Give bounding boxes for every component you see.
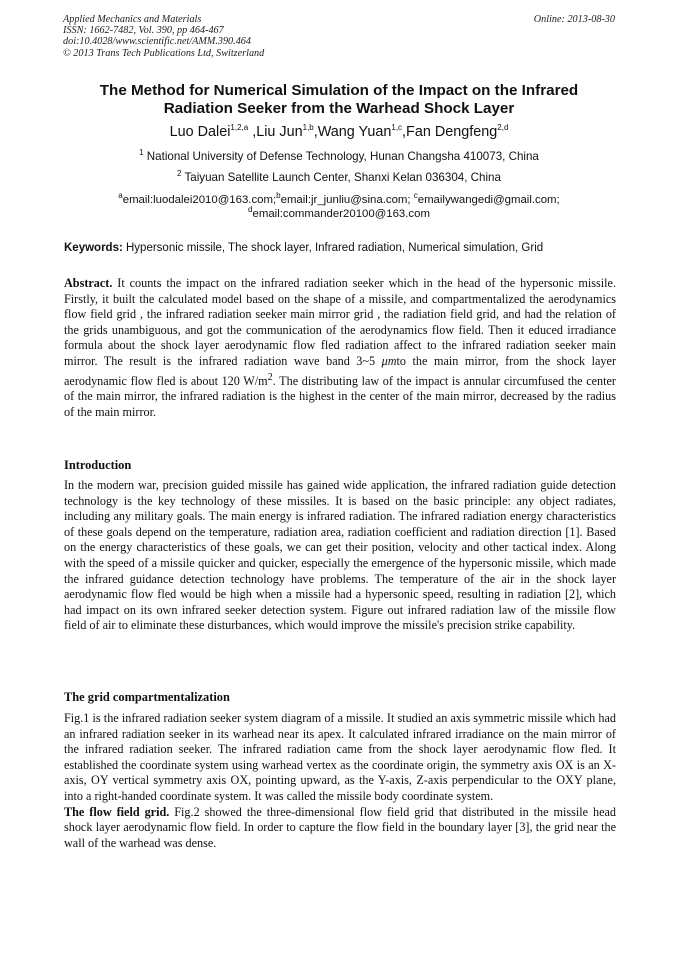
author-superscript: 1,b <box>302 123 314 133</box>
email-address: email:jr_junliu@sina.com; <box>280 194 411 206</box>
author-name: Luo Dalei <box>169 124 231 140</box>
journal-name: Applied Mechanics and Materials <box>63 14 202 25</box>
micrometer-unit: μm <box>381 353 397 368</box>
journal-issn: ISSN: 1662-7482, Vol. 390, pp 464-467 <box>63 25 224 37</box>
email-list <box>64 193 614 221</box>
keywords-text: Hypersonic missile, The shock layer, Infrared radiation, Numerical simulation, Grid <box>126 242 544 254</box>
affiliation <box>64 150 614 164</box>
exponent: 2 <box>267 371 273 383</box>
email-marker: b <box>276 191 281 201</box>
flow-field-paragraph <box>64 805 616 852</box>
journal-info <box>63 14 615 59</box>
author-name: Liu Jun <box>256 124 303 140</box>
email-marker: d <box>248 205 253 215</box>
abstract-label: Abstract. <box>64 276 113 290</box>
journal-copyright: © 2013 Trans Tech Publications Ltd, Switzerland <box>63 47 265 59</box>
author-superscript: 2,d <box>497 123 509 133</box>
keywords-label: Keywords: <box>64 242 123 254</box>
journal-header <box>63 14 615 59</box>
abstract-text: to the main mirror, from the shock layer aerodynamic flow fled is about 120 W/m <box>64 353 616 388</box>
abstract <box>64 276 616 420</box>
email-marker: a <box>118 191 123 201</box>
affiliation <box>64 171 614 185</box>
journal-doi: doi:10.4028/www.scientific.net/AMM.390.464 <box>63 36 251 48</box>
email-address: email:luodalei2010@163.com; <box>122 194 277 206</box>
author-superscript: 1,2,a <box>230 123 249 133</box>
author-superscript: 1,c <box>391 123 403 133</box>
email-marker: c <box>413 191 418 201</box>
paper-title: The Method for Numerical Simulation of the Impact on the Infrared Radiation Seeker from the Warhead Shock Layer <box>99 82 579 117</box>
author-name: Fan Dengfeng <box>406 124 498 140</box>
affiliation-marker: 1 <box>139 148 144 158</box>
author-list: Luo Dalei$^{1,2,a}$ ,Liu Jun$^{1,b}$,Wang Yuan$^{1,c}$,Fan Dengfeng$^{2,d}$ <box>169 123 509 140</box>
abstract-text: It counts the impact on the infrared radiation seeker which in the head of the hypersonic missile. Firstly, it built the calculated model based on the shape of a missile, and compartmentalized the aerodynamics flow field grid , the infrared radiation seeker main mirror grid , the radiation field grid, and had the relation of the grids unambiguous, and got the communication of the aerodynamics flow field. Then it educed irradiance formula about the shock layer aerodynamic flow fled radiation affect to the infrared radiation seeker main mirror. The result is the infrared radiation wave band 3~5 <box>64 276 617 368</box>
affiliation-text: Taiyuan Satellite Launch Center, Shanxi Kelan 036304, China <box>184 171 501 184</box>
introduction-paragraph: In the modern war, precision guided missile has gained wide application, the infrared radiation guide detection technology is the key technology of these missiles. It is based on the basic principle: any object radiates, including any military goals. The main energy is infrared radiation. The infrared radiation energy characteristics of these goals depend on the temperature, radiation area, radiation coefficient and radiation direction [1]. Based on the energy characteristics of these goals, we can get their position, velocity and other tactical index. Along with the speed of a missile quicker and quicker, especially the emergence of the hypersonic missile, which made the infrared guidance detection technology have problems. The temperature of the air in the shock layer aerodynamic flow fled would be high when a missile had a hypersonic speed, resulting in radiation [2], which had impact on its own infrared seeker detection system. Figure out infrared radiation law of the missile flow field of air to eliminate these disturbances, which would improve the missile's precision strike capability. <box>64 478 616 633</box>
section-heading-introduction: Introduction <box>64 458 132 472</box>
online-date: Online: 2013-08-30 <box>533 14 615 25</box>
section-heading-grid: The grid compartmentalization <box>64 690 230 704</box>
grid-section-body <box>64 711 616 851</box>
email-address: emailywangedi@gmail.com; <box>417 194 560 206</box>
affiliation-marker: 2 <box>177 169 182 179</box>
affiliation-text: National University of Defense Technology, Hunan Changsha 410073, China <box>146 150 539 163</box>
grid-paragraph: Fig.1 is the infrared radiation seeker system diagram of a missile. It studied an axis symmetric missile which had an infrared radiation seeker in its warhead near its apex. It calculated infrared irradiance on the main mirror of the infrared radiation seeker. The infrared radiation came from the shock layer aerodynamic flow fled. It established the coordinate system using warhead vertex as the coordinate origin, the symmetry axis OX is an X-axis, OY vertical symmetry axis OX, pointing upward, as the Y-axis, Z-axis perpendicular to the OXY plane, into a right-handed coordinate system. It was called the missile body coordinate system. <box>64 711 616 803</box>
abstract-text: . The distributing law of the impact is annular circumfused the center of the main mirror, the infrared radiation is the highest in the center of the main mirror, decreased by the radius of the main mirror. <box>64 373 616 419</box>
author-name: Wang Yuan <box>317 124 392 140</box>
keywords <box>64 241 616 255</box>
flow-field-text: Fig.2 showed the three-dimensional flow field grid that distributed in the missile head shock layer aerodynamic flow field. In order to capture the flow field in the boundary layer [3], the grid near the wall of the warhead was dense. <box>64 804 617 850</box>
flow-field-heading: The flow field grid. <box>64 804 170 819</box>
email-address: email:commander20100@163.com <box>252 208 430 220</box>
